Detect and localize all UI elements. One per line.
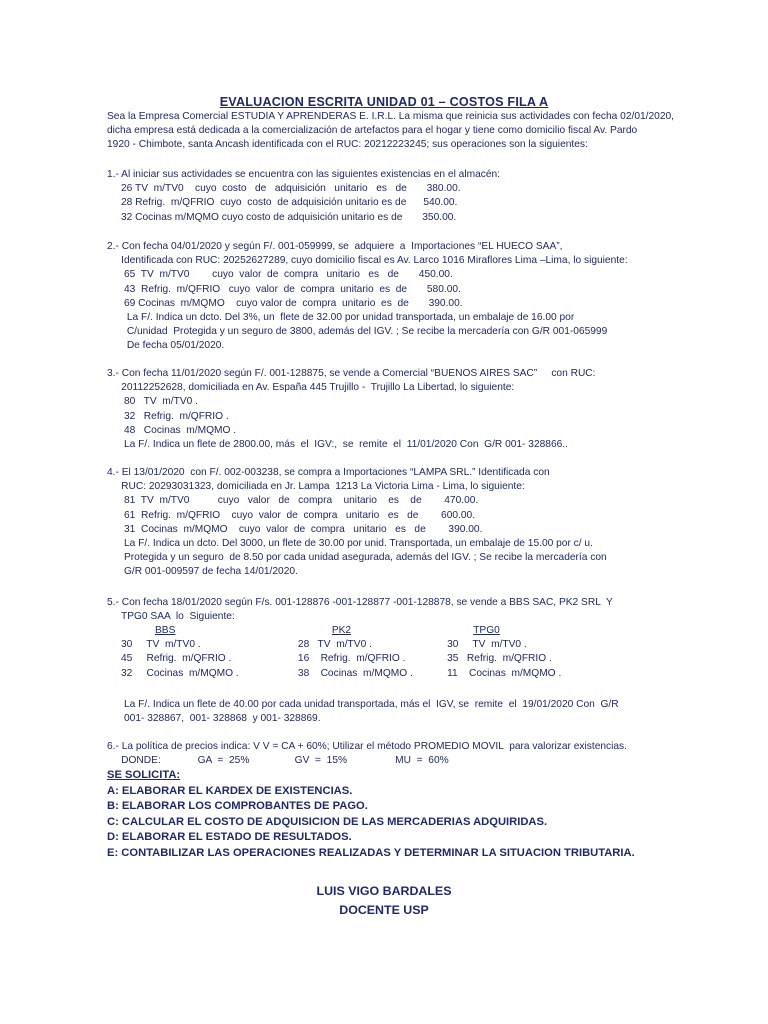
operation-6-line: 6.- La política de precios indica: V V = CA + 60%; Utilizar el método PROMEDIO MOVIL para valorizar existencias. — [107, 741, 627, 752]
operation-2-line: 43 Refrig. m/QFRIO cuyo valor de compra unitario es de 580.00. — [107, 283, 461, 295]
operation-1-line: 28 Refrig. m/QFRIO cuyo costo de adquisición unitario es de 540.00. — [121, 197, 458, 209]
sales-cell: 30 TV m/TV0 . — [121, 639, 201, 651]
operation-1-line: 26 TV m/TV0 cuyo costo de adquisición unitario es de 380.00. — [121, 183, 461, 195]
operation-2-line: De fecha 05/01/2020. — [107, 340, 225, 352]
sales-cell: 38 Cocinas m/MQMO . — [297, 667, 413, 679]
sales-cell: 35 Refrig. m/QFRIO . — [447, 653, 552, 665]
operation-5-heading: TPG0 SAA lo Siguiente: — [107, 611, 235, 623]
requirements-section — [107, 768, 667, 862]
operation-3-line: La F/. Indica un flete de 2800.00, más el IGV:, se remite el 11/01/2020 Con G/R 001- 328866.. — [107, 439, 568, 451]
operation-6 — [107, 740, 667, 768]
operation-4-line: 31 Cocinas m/MQMO cuyo valor de compra unitario es de 390.00. — [107, 523, 483, 535]
intro-line: Sea la Empresa Comercial ESTUDIA Y APRENDERAS E. I.R.L. La misma que reinicia sus actividades con fecha 02/01/2020, — [107, 111, 674, 122]
operation-2-line: C/unidad Protegida y un seguro de 3800, además del IGV. ; Se recibe la mercadería con G/R 001-065999 — [107, 326, 608, 338]
operation-5-footer — [107, 698, 667, 726]
operation-2-line: 2.- Con fecha 04/01/2020 y según F/. 001-059999, se adquiere a Importaciones “EL HUECO SAA”, — [107, 241, 563, 252]
operation-1-line: 32 Cocinas m/MQMO cuyo costo de adquisición unitario es de 350.00. — [121, 211, 457, 223]
operation-4-line: 4.- El 13/01/2020 con F/. 002-003238, se compra a Importaciones “LAMPA SRL.” Identificada con — [107, 467, 550, 478]
operation-1-heading: 1.- Al iniciar sus actividades se encuentra con las siguientes existencias en el almacén: — [107, 169, 500, 180]
requirement-item: C: CALCULAR EL COSTO DE ADQUISICION DE LAS MERCADERIAS ADQUIRIDAS. — [107, 815, 548, 828]
intro-line: dicha empresa está dedicada a la comercialización de artefactos para el hogar y tiene como domicilio fiscal Av. Pardo — [107, 125, 638, 137]
operation-2-line: La F/. Indica un dcto. Del 3%, un flete de 32.00 por unidad transportada, un embalaje de 16.00 por — [107, 312, 575, 324]
customer-pk2: PK2 — [331, 625, 352, 636]
operation-2-line: Identificada con RUC: 20252627289, cuyo domicilio fiscal es Av. Larco 1016 Miraflores Lima –Lima, lo siguiente: — [107, 255, 628, 267]
operation-4-line: G/R 001-009597 de fecha 14/01/2020. — [107, 566, 298, 578]
operation-5-line: La F/. Indica un flete de 40.00 por cada unidad transportada, más el IGV, se remite el 19/01/2020 Con G/R — [107, 699, 619, 710]
intro-line: 1920 - Chimbote, santa Ancash identificada con el RUC: 20212223245; sus operaciones son la siguientes: — [107, 139, 588, 151]
sales-cell: 11 Cocinas m/MQMO . — [447, 667, 562, 679]
customer-tpg0: TPG0 — [473, 625, 500, 636]
operation-4-line: La F/. Indica un dcto. Del 3000, un flete de 30.00 por unid. Transportada, un embalaje de 15.00 por c/ u. — [107, 538, 593, 550]
sales-grid-row — [121, 652, 581, 666]
operation-2-line: 65 TV m/TV0 cuyo valor de compra unitario es de 450.00. — [107, 269, 453, 281]
operation-3-line: 48 Cocinas m/MQMO . — [107, 424, 237, 436]
operation-3-line: 20112252628, domiciliada en Av. España 445 Trujillo - Trujillo La Libertad, lo siguiente: — [107, 382, 515, 394]
sales-cell: 16 Refrig. m/QFRIO . — [297, 653, 406, 665]
operation-1 — [107, 168, 667, 225]
operation-4-line: 81 TV m/TV0 cuyo valor de compra unitario es de 470.00. — [107, 495, 479, 507]
operation-2 — [107, 240, 667, 354]
operation-4-line: 61 Refrig. m/QFRIO cuyo valor de compra unitario es de 600.00. — [107, 509, 476, 521]
operation-5 — [107, 596, 667, 624]
requirement-item: A: ELABORAR EL KARDEX DE EXISTENCIAS. — [107, 784, 353, 797]
operation-6-line: DONDE: GA = 25% GV = 15% MU = 60% — [107, 755, 449, 767]
operation-3-line: 32 Refrig. m/QFRIO . — [107, 410, 229, 422]
operation-3-line: 3.- Con fecha 11/01/2020 según F/. 001-128875, se vende a Comercial “BUENOS AIRES SAC” con RUC: — [107, 368, 596, 379]
sales-grid-row — [121, 667, 581, 681]
operation-4-line: Protegida y un seguro de 8.50 por cada unidad asegurada, además del IGV. ; Se recibe la mercadería con — [107, 552, 607, 564]
customer-bbs: BBS — [155, 625, 176, 636]
requirement-item: D: ELABORAR EL ESTADO DE RESULTADOS. — [107, 831, 352, 844]
operation-4 — [107, 466, 667, 580]
sales-cell: 30 TV m/TV0 . — [447, 639, 527, 651]
sales-cell: 45 Refrig. m/QFRIO . — [121, 653, 232, 665]
operation-3-line: 80 TV m/TV0 . — [107, 396, 198, 408]
operation-5-sales-grid — [121, 624, 581, 681]
requirement-item: B: ELABORAR LOS COMPROBANTES DE PAGO. — [107, 800, 368, 813]
operation-5-heading: 5.- Con fecha 18/01/2020 según F/s. 001-128876 -001-128877 -001-128878, se vende a BBS SAC, PK2 SRL Y — [107, 597, 613, 608]
sales-cell: 28 TV m/TV0 . — [297, 639, 372, 651]
exam-title: EVALUACION ESCRITA UNIDAD 01 – COSTOS FILA A — [219, 95, 549, 109]
operation-5-line: 001- 328867, 001- 328868 y 001- 328869. — [107, 713, 321, 725]
sales-grid-header — [121, 624, 581, 638]
requirements-heading: SE SOLICITA: — [107, 769, 181, 781]
sales-cell: 32 Cocinas m/MQMO . — [121, 667, 239, 679]
operation-2-line: 69 Cocinas m/MQMO cuyo valor de compra unitario es de 390.00. — [107, 297, 463, 309]
operation-3 — [107, 367, 667, 452]
signature-name: LUIS VIGO BARDALES — [316, 884, 452, 898]
signature-role: DOCENTE USP — [339, 903, 429, 917]
requirement-item: E: CONTABILIZAR LAS OPERACIONES REALIZADAS Y DETERMINAR LA SITUACION TRIBUTARIA. — [107, 846, 635, 859]
intro-paragraph — [107, 110, 674, 153]
operation-4-line: RUC: 20293031323, domiciliada en Jr. Lampa 1213 La Victoria Lima - Lima, lo siguiente: — [107, 481, 525, 493]
sales-grid-row — [121, 638, 581, 652]
